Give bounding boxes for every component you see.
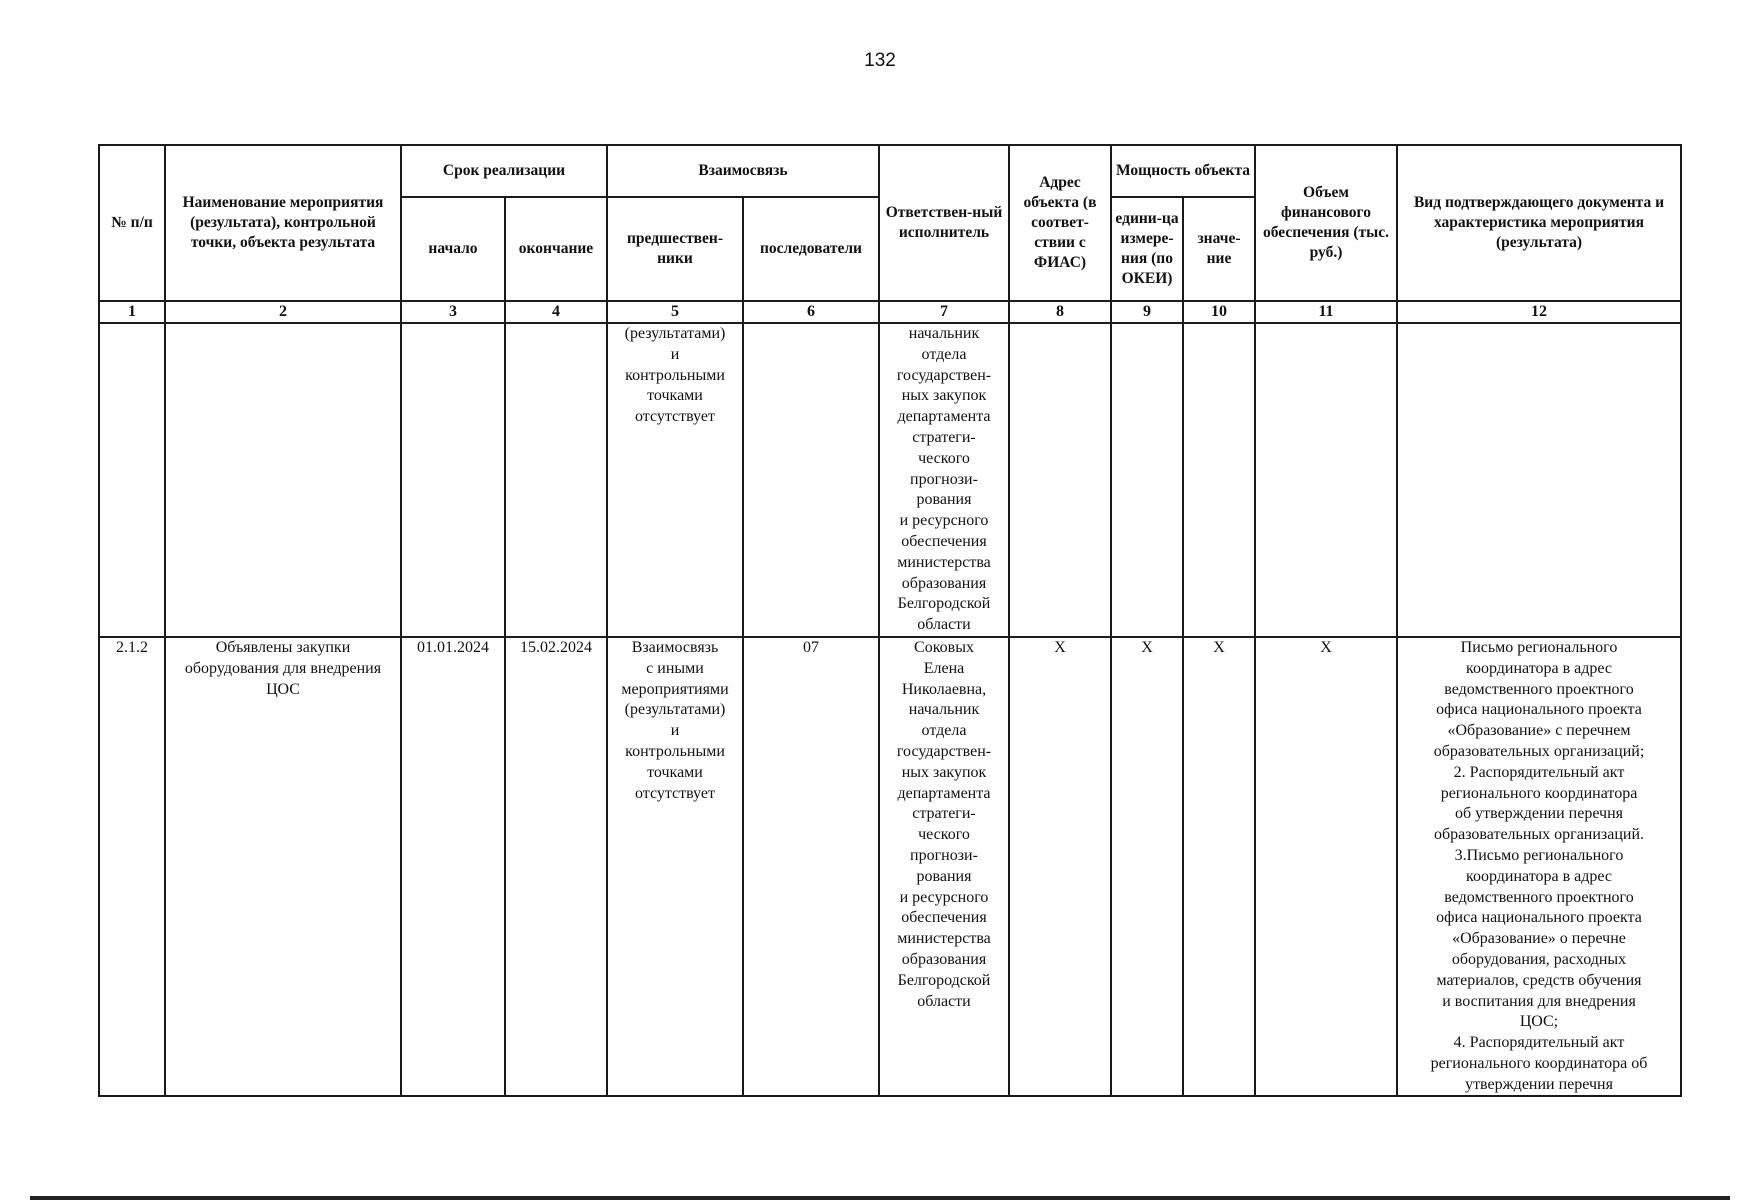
text-line: начальник: [908, 325, 980, 342]
text-line: отдела: [921, 345, 967, 363]
text-line: с иными: [646, 659, 704, 677]
header-name: Наименование мероприятия (результата), контрольной точки, объекта результата: [165, 145, 401, 301]
text-line: Взаимосвязь: [631, 638, 719, 656]
text-line: департамента: [897, 408, 991, 426]
text-line: точками: [647, 387, 703, 405]
text-line: начальник: [908, 701, 980, 719]
text-line: министерства: [897, 930, 991, 948]
text-line: прогнози-: [910, 846, 978, 864]
cell-name: [165, 637, 401, 1097]
cell-responsible: [879, 323, 1009, 637]
cell-unit: X: [1111, 637, 1183, 1097]
text-line: области: [917, 992, 971, 1010]
text-line: образовательных организаций;: [1433, 742, 1645, 760]
text-line: Елена: [923, 659, 965, 677]
text-line: стратеги-: [912, 428, 976, 446]
header-capacity-value: значе-ние: [1183, 197, 1255, 301]
text-line: образования: [901, 950, 987, 968]
header-address: Адрес объекта (в соответ-ствии с ФИАС): [1009, 145, 1111, 301]
column-number: 9: [1111, 301, 1183, 323]
column-number: 5: [607, 301, 743, 323]
header-financing: Объем финансового обеспечения (тыс. руб.): [1255, 145, 1397, 301]
text-line: (результатами): [624, 325, 726, 342]
text-line: точками: [647, 763, 703, 781]
column-number: 3: [401, 301, 505, 323]
cell-end: [505, 323, 607, 637]
header-capacity-unit: едини-ца измере-ния (по ОКЕИ): [1111, 197, 1183, 301]
column-number: 2: [165, 301, 401, 323]
text-line: контрольными: [625, 366, 725, 384]
text-line: государствен-: [896, 366, 992, 384]
cell-unit: [1111, 323, 1183, 637]
column-number: 6: [743, 301, 879, 323]
column-number: 10: [1183, 301, 1255, 323]
text-line: материалов, средств обучения: [1436, 971, 1642, 989]
header-relation: Взаимосвязь: [607, 145, 879, 197]
header-relation-prev: предшествен-ники: [607, 197, 743, 301]
text-line: прогнози-: [910, 470, 978, 488]
text-line: Объявлены закупки: [215, 638, 351, 656]
text-line: Белгородской: [897, 971, 991, 989]
text-line: и воспитания для внедрения: [1442, 992, 1636, 1010]
cell-end: 15.02.2024: [505, 637, 607, 1097]
text-line: 3.Письмо регионального: [1454, 846, 1624, 864]
cell-document: [1397, 323, 1681, 637]
header-relation-next: последователи: [743, 197, 879, 301]
text-line: и: [670, 345, 680, 363]
activities-table: [98, 144, 1682, 1097]
text-line: 4. Распорядительный акт: [1453, 1034, 1625, 1052]
cell-value: [1183, 323, 1255, 637]
text-line: государствен-: [896, 742, 992, 760]
text-line: (результатами): [624, 701, 726, 719]
text-line: об утверждении перечня: [1454, 805, 1623, 823]
text-line: ведомственного проектного: [1444, 888, 1634, 906]
text-line: ческого: [918, 449, 970, 467]
text-line: обеспечения: [901, 909, 987, 927]
text-line: мероприятиями: [621, 680, 729, 698]
text-line: ных закупок: [901, 763, 987, 781]
cell-value: X: [1183, 637, 1255, 1097]
text-line: контрольными: [625, 742, 725, 760]
text-line: области: [917, 616, 971, 634]
text-line: координатора в адрес: [1466, 867, 1612, 885]
column-number: 8: [1009, 301, 1111, 323]
text-line: рования: [916, 491, 972, 509]
text-line: утверждении перечня: [1465, 1075, 1613, 1093]
text-line: «Образование» с перечнем: [1447, 722, 1631, 740]
header-period-start: начало: [401, 197, 505, 301]
text-line: ческого: [918, 826, 970, 844]
text-line: стратеги-: [912, 805, 976, 823]
text-line: обеспечения: [901, 532, 987, 550]
cell-predecessors: [607, 637, 743, 1097]
page-number: 132: [864, 50, 896, 71]
cell-address: X: [1009, 637, 1111, 1097]
text-line: ЦОС: [266, 680, 300, 698]
header-document: Вид подтверждающего документа и характеристика мероприятия (результата): [1397, 145, 1681, 301]
cell-name: [165, 323, 401, 637]
table-row-continued: [99, 323, 1681, 637]
text-line: офиса национального проекта: [1436, 909, 1642, 927]
text-line: Белгородской: [897, 595, 991, 613]
text-line: 2. Распорядительный акт: [1453, 763, 1625, 781]
cell-start: 01.01.2024: [401, 637, 505, 1097]
text-line: ных закупок: [901, 387, 987, 405]
header-period-end: окончание: [505, 197, 607, 301]
cell-number: 2.1.2: [99, 637, 165, 1097]
text-line: Соковых: [914, 638, 974, 656]
cell-financing: X: [1255, 637, 1397, 1097]
header-responsible: Ответствен-ный исполнитель: [879, 145, 1009, 301]
cell-financing: [1255, 323, 1397, 637]
cell-successors: 07: [743, 637, 879, 1097]
text-line: министерства: [897, 553, 991, 571]
text-line: отсутствует: [634, 784, 716, 802]
text-line: и ресурсного: [899, 888, 989, 906]
text-line: координатора в адрес: [1466, 659, 1612, 677]
cell-responsible: [879, 637, 1009, 1097]
text-line: оборудования для внедрения: [184, 659, 382, 677]
header-period: Срок реализации: [401, 145, 607, 197]
page-bottom-rule: [30, 1196, 1730, 1200]
cell-predecessors: [607, 323, 743, 637]
text-line: образования: [901, 574, 987, 592]
text-line: образовательных организаций.: [1433, 826, 1645, 844]
header-number: № п/п: [99, 145, 165, 301]
text-line: «Образование» о перечне: [1452, 930, 1626, 948]
text-line: департамента: [897, 784, 991, 802]
text-line: отсутствует: [634, 408, 716, 426]
text-line: и ресурсного: [899, 512, 989, 530]
text-line: оборудования, расходных: [1451, 950, 1627, 968]
column-number: 11: [1255, 301, 1397, 323]
cell-number: [99, 323, 165, 637]
text-line: ведомственного проектного: [1444, 680, 1634, 698]
text-line: ЦОС;: [1519, 1013, 1559, 1031]
cell-address: [1009, 323, 1111, 637]
cell-start: [401, 323, 505, 637]
column-number: 12: [1397, 301, 1681, 323]
column-number: 1: [99, 301, 165, 323]
column-number: 7: [879, 301, 1009, 323]
cell-document: [1397, 637, 1681, 1097]
text-line: регионального координатора об: [1430, 1054, 1648, 1072]
column-number: 4: [505, 301, 607, 323]
text-line: офиса национального проекта: [1436, 701, 1642, 719]
cell-successors: [743, 323, 879, 637]
text-line: и: [670, 722, 680, 740]
text-line: отдела: [921, 722, 967, 740]
text-line: регионального координатора: [1440, 784, 1638, 802]
text-line: Письмо регионального: [1460, 638, 1618, 656]
table-row-2-1-2: [99, 637, 1681, 1097]
text-line: рования: [916, 867, 972, 885]
text-line: Николаевна,: [901, 680, 987, 698]
header-capacity: Мощность объекта: [1111, 145, 1255, 197]
